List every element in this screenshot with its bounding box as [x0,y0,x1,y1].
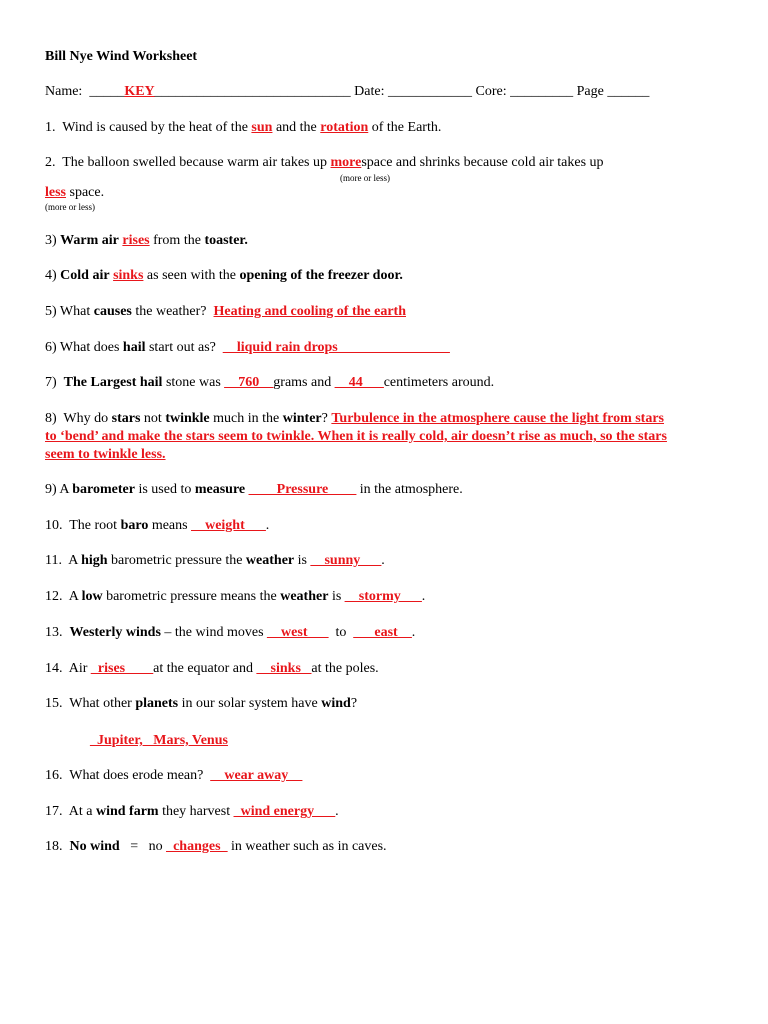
answer-changes: _changes_ [166,839,228,854]
worksheet-title: Bill Nye Wind Worksheet [45,49,198,64]
name-label: Name: [45,84,83,99]
answer-turbulence-line-1: Turbulence in the atmosphere cause the light from stars [331,411,664,426]
question-text: stone was [165,375,221,390]
question-keyword: wind [321,696,351,711]
answer-stormy: __stormy___ [344,589,422,604]
question-text: barometric pressure means the [106,589,277,604]
answer-wear-away: __wear away__ [210,768,303,783]
question-number: 10. [45,518,63,533]
question-text: at the poles. [311,661,379,676]
question-keyword: twinkle [165,411,210,426]
question-text: . [411,625,416,640]
question-keyword: barometer [72,482,135,497]
date-blank: ____________ [388,84,472,99]
name-pre: _____ [89,84,125,99]
name-post: ____________________________ [154,84,351,99]
question-text: space and shrinks because cold air takes up [361,155,604,170]
question-text: of the Earth. [371,120,442,135]
question-text: A [68,553,78,568]
question-text: A [59,482,69,497]
question-number: 3) [45,233,57,248]
answer-sinks: sinks [113,268,144,283]
question-keyword: weather [280,589,329,604]
question-keyword: No wind [69,839,120,854]
question-text: in the atmosphere. [359,482,463,497]
question-keyword: The Largest hail [63,375,163,390]
question-9 [45,481,463,499]
question-text: . [381,553,385,568]
question-text: Why do [63,411,109,426]
question-keyword: low [81,589,103,604]
question-text: . [265,518,270,533]
question-text: to [335,625,347,640]
question-text: means [151,518,188,533]
hint-more-or-less: (more or less) [45,202,95,212]
header-line [45,83,649,101]
question-keyword: toaster. [204,233,248,248]
hint-more-or-less: (more or less) [340,173,390,183]
question-text: At a [68,804,93,819]
question-text: . [335,804,339,819]
question-number: 15. [45,696,63,711]
question-number: 5) [45,304,57,319]
question-text: not [143,411,162,426]
question-keyword: wind farm [95,804,159,819]
name-value: KEY [124,84,155,99]
question-3 [45,232,248,250]
answer-760: __760__ [224,375,274,390]
question-text: – the wind moves [164,625,264,640]
answer-rotation: rotation [320,120,369,135]
question-text: Wind is caused by the heat of the [62,120,248,135]
answer-sun: sun [251,120,273,135]
question-16 [45,767,302,785]
answer-turbulence-line-3: seem to twinkle less. [45,447,166,462]
question-number: 8) [45,411,57,426]
equals-sign: = [130,839,139,854]
question-text: no [148,839,163,854]
answer-rises: _rises____ [90,661,154,676]
question-18 [45,838,387,856]
question-number: 1. [45,120,56,135]
answer-15-line [90,732,228,750]
question-number: 6) [45,340,57,355]
question-text: much in the [213,411,280,426]
question-6 [45,339,450,357]
question-keyword: weather [245,553,295,568]
question-keyword: winter [282,411,322,426]
answer-sunny: __sunny___ [310,553,382,568]
answer-west: __west___ [267,625,329,640]
question-17 [45,803,339,821]
question-8 [45,410,735,464]
answer-wind-energy: _wind energy___ [233,804,336,819]
question-keyword: Westerly winds [69,625,161,640]
question-text: and the [275,120,317,135]
question-number: 12. [45,589,63,604]
question-number: 18. [45,839,63,854]
question-text: ? [321,411,328,426]
question-keyword: causes [93,304,132,319]
answer-weight: __weight___ [191,518,266,533]
question-15 [45,695,357,713]
core-label: Core: [475,84,507,99]
question-text: A [68,589,79,604]
question-text: ? [350,696,358,711]
page-blank: ______ [607,84,650,99]
question-text: at the equator and [153,661,254,676]
question-keyword: stars [111,411,141,426]
question-text: What other [69,696,132,711]
question-keyword: hail [122,340,146,355]
question-13 [45,624,415,642]
question-text: start out as? [148,340,216,355]
question-text: space. [69,185,105,200]
answer-pressure: ____Pressure____ [248,482,357,497]
question-text: barometric pressure the [111,553,243,568]
question-text: What [59,304,91,319]
question-number: 9) [45,482,57,497]
date-label: Date: [354,84,385,99]
question-keyword: Warm air [60,233,119,248]
question-text: is used to [138,482,192,497]
question-text: Air [68,661,88,676]
question-11 [45,552,385,570]
answer-less: less [45,185,66,200]
question-text: is [331,589,342,604]
question-text: The balloon swelled because warm air takes up [62,155,327,170]
question-number: 14. [45,661,63,676]
core-blank: _________ [510,84,574,99]
question-14 [45,660,379,678]
question-keyword: high [81,553,108,568]
question-text: grams and [273,375,332,390]
question-number: 2. [45,155,56,170]
question-keyword: baro [120,518,149,533]
question-text: centimeters around. [383,375,495,390]
question-text: from the [153,233,201,248]
question-number: 4) [45,268,57,283]
question-text: . [421,589,426,604]
question-text: What does [59,340,120,355]
answer-sinks: __sinks _ [256,661,312,676]
answer-east: ___east__ [353,625,412,640]
answer-rises: rises [122,233,150,248]
question-1 [45,119,441,137]
question-text: in our solar system have [181,696,318,711]
question-number: 16. [45,768,63,783]
question-number: 13. [45,625,63,640]
question-7 [45,374,494,392]
answer-more: more [330,155,362,170]
question-text: in weather such as in caves. [231,839,387,854]
question-keyword: measure [194,482,246,497]
question-keyword: planets [135,696,179,711]
question-text: is [297,553,307,568]
question-number: 17. [45,804,63,819]
question-text: The root [69,518,118,533]
question-12 [45,588,425,606]
answer-liquid-rain-drops: __liquid rain drops________________ [222,340,450,355]
question-number: 7) [45,375,57,390]
question-text: as seen with the [146,268,236,283]
answer-44: __44___ [334,375,384,390]
question-text: What does erode mean? [69,768,204,783]
question-number: 11. [45,553,62,568]
page-label: Page [576,84,604,99]
question-keyword: opening of the freezer door. [239,268,403,283]
question-10 [45,517,269,535]
question-text: the weather? [135,304,207,319]
answer-planets: _Jupiter, _Mars, Venus [90,733,228,748]
answer-heating-cooling: Heating and cooling of the earth [213,304,406,319]
question-5 [45,303,406,321]
question-2-line-2 [45,184,104,202]
answer-turbulence-line-2: to ‘bend’ and make the stars seem to twinkle. When it is really cold, air doesn’t rise as much, so the stars [45,429,667,444]
question-text: they harvest [162,804,231,819]
question-keyword: Cold air [60,268,110,283]
question-2-line-1 [45,154,604,172]
question-4 [45,267,403,285]
